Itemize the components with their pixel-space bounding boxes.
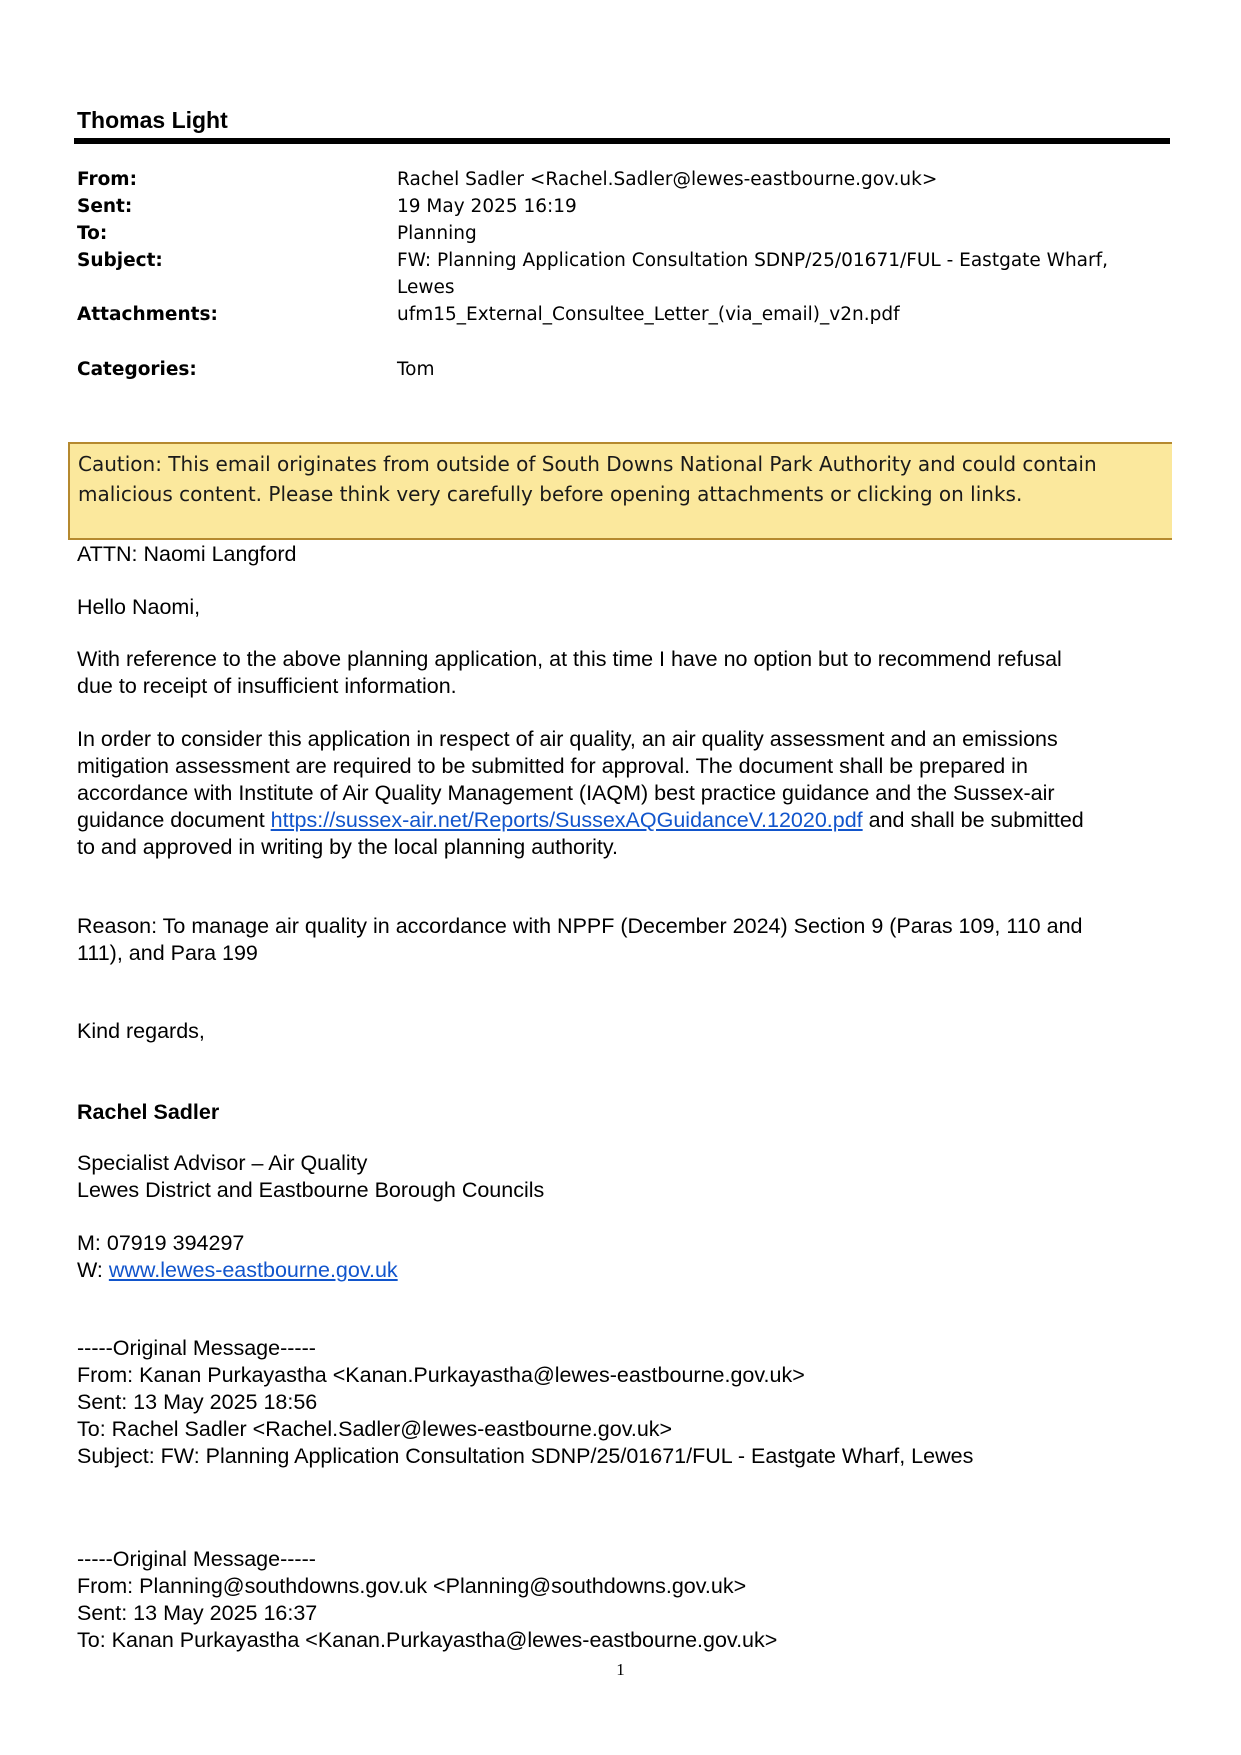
greeting: Hello Naomi, bbox=[77, 595, 201, 619]
reason-line-2: 111), and Para 199 bbox=[77, 941, 258, 965]
original-message-2-to: To: Kanan Purkayastha <Kanan.Purkayastha@lewes-eastbourne.gov.uk> bbox=[77, 1628, 778, 1652]
paragraph-2-line-4-prefix: guidance document bbox=[77, 808, 271, 832]
council-website-link[interactable]: www.lewes-eastbourne.gov.uk bbox=[108, 1258, 398, 1282]
sent-value: 19 May 2025 16:19 bbox=[397, 196, 577, 217]
paragraph-1-line-2: due to receipt of insufficient information. bbox=[77, 674, 457, 698]
paragraph-2-line-2: mitigation assessment are required to be submitted for approval. The document shall be prepared in bbox=[77, 754, 1028, 778]
signature-title: Specialist Advisor – Air Quality bbox=[77, 1151, 368, 1175]
subject-label: Subject: bbox=[77, 250, 163, 271]
categories-value: Tom bbox=[397, 359, 435, 380]
paragraph-2-line-4 bbox=[77, 807, 1177, 834]
original-message-1-sent: Sent: 13 May 2025 18:56 bbox=[77, 1390, 318, 1414]
to-label: To: bbox=[77, 223, 108, 244]
external-email-caution-banner: Caution: This email originates from outside of South Downs National Park Authority and could contain malicious content. Please think very carefully before opening attachments or clicking on links. bbox=[68, 442, 1172, 540]
header-rule bbox=[74, 138, 1170, 144]
paragraph-2-line-4-suffix: and shall be submitted bbox=[862, 808, 1084, 832]
original-message-2-from: From: Planning@southdowns.gov.uk <Planning@southdowns.gov.uk> bbox=[77, 1574, 747, 1598]
sussex-air-guidance-link[interactable]: https://sussex-air.net/Reports/SussexAQGuidanceV.12020.pdf bbox=[270, 808, 863, 832]
sent-label: Sent: bbox=[77, 196, 133, 217]
attachment-file[interactable]: ufm15_External_Consultee_Letter_(via_email)_v2n.pdf bbox=[397, 304, 900, 325]
paragraph-2-line-1: In order to consider this application in respect of air quality, an air quality assessment and an emissions bbox=[77, 727, 1058, 751]
from-label: From: bbox=[77, 169, 137, 190]
attachments-label: Attachments: bbox=[77, 304, 218, 325]
from-value: Rachel Sadler <Rachel.Sadler@lewes-eastbourne.gov.uk> bbox=[397, 169, 938, 190]
reason-line-1: Reason: To manage air quality in accordance with NPPF (December 2024) Section 9 (Paras 109, 110 and bbox=[77, 914, 1083, 938]
signature-organisation: Lewes District and Eastbourne Borough Councils bbox=[77, 1178, 545, 1202]
signature-mobile: M: 07919 394297 bbox=[77, 1231, 245, 1255]
to-value: Planning bbox=[397, 223, 477, 244]
original-message-1-from: From: Kanan Purkayastha <Kanan.Purkayastha@lewes-eastbourne.gov.uk> bbox=[77, 1363, 805, 1387]
paragraph-1-line-1: With reference to the above planning application, at this time I have no option but to recommend refusal bbox=[77, 647, 1062, 671]
paragraph-2-line-3: accordance with Institute of Air Quality Management (IAQM) best practice guidance and the Sussex-air bbox=[77, 781, 1055, 805]
page-number: 1 bbox=[616, 1660, 625, 1679]
original-message-separator-1: -----Original Message----- bbox=[77, 1336, 316, 1360]
original-message-1-to: To: Rachel Sadler <Rachel.Sadler@lewes-eastbourne.gov.uk> bbox=[77, 1417, 673, 1441]
paragraph-2-line-5: to and approved in writing by the local planning authority. bbox=[77, 835, 619, 859]
subject-value-line1: FW: Planning Application Consultation SDNP/25/01671/FUL - Eastgate Wharf, bbox=[397, 250, 1109, 271]
subject-value-line2: Lewes bbox=[397, 277, 455, 298]
signature-web bbox=[77, 1257, 1177, 1284]
attn-line: ATTN: Naomi Langford bbox=[77, 542, 297, 566]
original-message-2-sent: Sent: 13 May 2025 16:37 bbox=[77, 1601, 318, 1625]
signature-web-prefix: W: bbox=[77, 1258, 109, 1282]
categories-label: Categories: bbox=[77, 359, 197, 380]
mailbox-owner-name: Thomas Light bbox=[77, 107, 228, 133]
original-message-separator-2: -----Original Message----- bbox=[77, 1547, 316, 1571]
closing: Kind regards, bbox=[77, 1019, 205, 1043]
original-message-1-subject: Subject: FW: Planning Application Consultation SDNP/25/01671/FUL - Eastgate Wharf, Lewes bbox=[77, 1444, 974, 1468]
signature-name: Rachel Sadler bbox=[77, 1100, 220, 1124]
